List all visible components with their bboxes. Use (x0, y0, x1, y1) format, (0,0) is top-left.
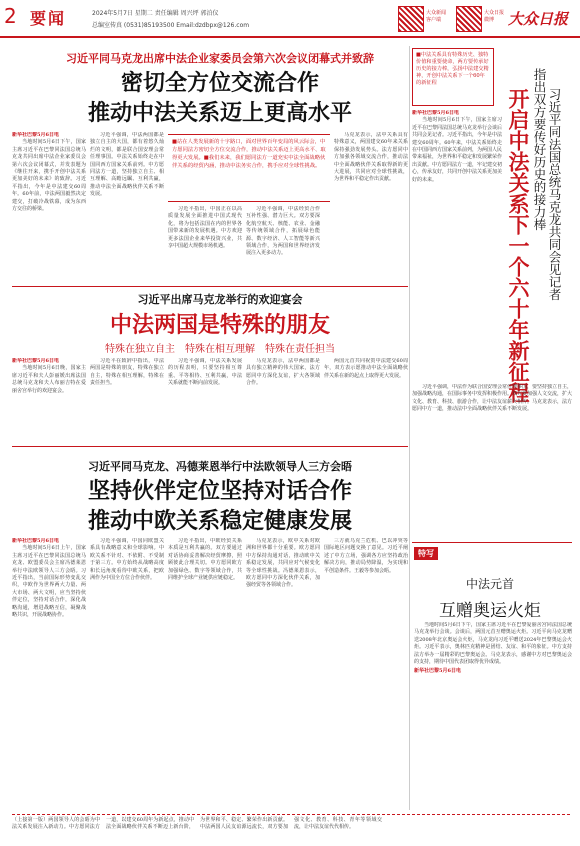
article-column (90, 358, 164, 432)
article-column (168, 206, 242, 282)
byline: 新华社巴黎5月6日电 (12, 538, 59, 544)
paragraph: 当地时间5月6日下午，国家主席习近平在巴黎同法国总统马克龙举行会谈后共同会见记者。习近平指出，今年是中法建交60周年。60年来，中法关系始终走在中国同西方国家关系前列，为两国人民带来福祉，为世界和平稳定和发展繁荣作出贡献。中方愿同法方一道，牢记建交初心，传承友好，共同开创中法关系更加美好的未来。 (412, 117, 502, 183)
paragraph: 马克龙表示，欧中关系对欧洲和世界都十分重要。欧方愿同中方保持沟通对话，推动欧中关系稳定发展，共同应对气候变化等全球性挑战。冯德莱恩表示，欧方愿同中方深化伙伴关系，加强经贸等各领域合作。 (246, 538, 320, 589)
article-column (12, 132, 86, 282)
article-kicker: 习近平同法国总统马克龙共同会见记者 (547, 88, 562, 301)
divider (412, 542, 572, 543)
article-kicker: 中法元首 (465, 577, 514, 591)
paragraph: 当地时间5月6日下午，国家主席习近平在巴黎爱丽舍宫同法国总统马克龙举行会谈。会谈后，两国元首互赠奥运火炬。习近平向马克龙赠送2008年北京奥运会火炬，马克龙向习近平赠送2024年巴黎奥运会火炬。习近平表示，奥林匹克精神是团结、友谊、和平的象征。中方支持法方举办一届精彩的巴黎奥运会。马克龙表示，感谢中方对巴黎奥运会的支持，期待中国代表团取得优异成绩。 (414, 622, 572, 666)
paragraph: 习近平强调，中国同欧盟关系具有战略意义和全球影响。中欧关系不针对、不依附、不受制于第三方。中方始终从战略高度和长远角度看待中欧关系，把欧洲作为中国全方位合作伙伴。 (90, 538, 164, 582)
article-column (246, 358, 320, 432)
article-headline: 推动中法关系迈上更高水平 (87, 101, 352, 126)
article-headline: 密切全方位交流合作 (120, 71, 319, 96)
paragraph: 马克龙表示，法中关系具有特殊意义，两国建交60年来关系保持强劲发展势头。法方愿同中方加强各领域交流合作，推动法中全面战略伙伴关系取得新的更大进展，共同应对全球性挑战，为世界和平稳定作出贡献。 (334, 132, 408, 183)
byline: 新华社巴黎5月6日电 (414, 668, 461, 675)
qr-label: 大众日报微博 (484, 10, 505, 23)
paragraph: 习近平在致辞中指出，中法两国是特殊的朋友，特殊在独立自主，特殊在相互理解，特殊在责任担当。 (90, 358, 164, 387)
article-headline: 推动中欧关系稳定健康发展 (87, 509, 352, 534)
article-subkicker: 指出双方要传好历史的接力棒 (532, 68, 547, 231)
paragraph: 三方就乌克兰危机、巴以冲突等国际地区问题交换了意见。习近平阐述了中方立场，强调各方应坚持政治解决方向，推动局势降温，为实现和平创造条件。王毅等参加会晤。 (324, 538, 408, 574)
article-subtitle: 特殊在独立自主 特殊在相互理解 特殊在责任担当 (105, 344, 335, 355)
article-column (324, 358, 408, 432)
feature-badge: 特写 (414, 547, 438, 560)
article-column (12, 538, 86, 810)
paragraph: （上接第一版）两国领导人的会晤为中法关系发展注入新动力。中方愿同法方一道，以建交60周年为新起点，推动中法全面战略伙伴关系不断迈上新台阶，为世界和平、稳定、繁荣作出新贡献。中法两国人民友谊源远流长，双方要加强文化、教育、科技、青年等领域交流，让中法友谊代代相传。 (12, 817, 382, 831)
paragraph: 当地时间5月6日晚，国家主席习近平和夫人彭丽媛出席法国总统马克龙和夫人布丽吉特在爱丽舍宫举行的欢迎宴会。 (12, 365, 86, 394)
newspaper-logo: 大众日报 (508, 10, 569, 28)
article-kicker: 习近平同马克龙、冯德莱恩举行中法欧领导人三方会晤 (88, 460, 352, 473)
qr-code-icon[interactable] (456, 6, 482, 32)
qr-label: 大众新闻客户端 (426, 10, 447, 23)
paragraph: 习近平强调，中法两国都是独立自主的大国，都有着悠久灿烂的文明，都是联合国安理会常任理事国。中法关系始终走在中国同西方国家关系前列。中方愿同法方一道，坚持独立自主、相互理解、高瞻远瞩、互利共赢，推动中法全面战略伙伴关系不断发展。 (90, 132, 164, 198)
divider (12, 446, 408, 447)
qr-code-icon[interactable] (398, 6, 424, 32)
paragraph: 习近平强调，中法作为联合国安理会常任理事国，要坚持独立自主，加强战略沟通，在国际事务中发挥积极作用。双方要加强人文交流，扩大文化、教育、科技、旅游合作，让中法友谊薪火相传。马克龙表示，法方愿同中方一道，推动法中全面战略伙伴关系不断发展。 (412, 384, 572, 413)
byline: 新华社巴黎5月6日电 (412, 110, 459, 116)
paragraph: 两国元首共同祝贺中法建交60周年，双方表示愿推动中法全面战略伙伴关系在新的起点上取得更大发展。 (324, 358, 408, 379)
article-column (334, 132, 408, 282)
contact-meta: 总编室传真 (0531)85193500 Email:dzdbpx@126.com (92, 22, 250, 29)
section-name: 要闻 (30, 9, 67, 28)
article-column (246, 206, 320, 282)
edition-meta: 2024年5月7日 星期二 责任编辑 周兴坪 郭泊仪 (92, 10, 219, 17)
column-divider (409, 46, 410, 810)
divider (12, 286, 408, 287)
article-column (246, 538, 320, 810)
article-kicker: 习近平同马克龙出席中法企业家委员会第六次会议闭幕式并致辞 (66, 52, 374, 65)
page-number: 2 (4, 4, 17, 28)
paragraph: 当地时间5月6日上午，国家主席习近平在巴黎同法国总统马克龙、欧盟委员会主席冯德莱恩举行中法欧领导人三方会晤。习近平指出，当前国际形势变乱交织，中欧作为世界两大力量、两大市场、两大文明，应当坚持伙伴定位，坚持对话合作，深化战略沟通，增进战略互信，凝聚战略共识，开展战略协作。 (12, 545, 86, 619)
paragraph: 马克龙表示，法中两国都是具有独立精神的伟大国家，法方愿同中方深化友谊，扩大各领域合作。 (246, 358, 320, 387)
summary-box: ■中法关系具有特殊历史、独特价值和重要使命，两方要传承好历史的接力棒，弘扬中法建交精神，开创中法关系下一个60年的新征程 (412, 48, 494, 106)
paragraph: 当地时间5月6日下午，国家主席习近平在巴黎同法国总统马克龙共同出席中法企业家委员会第六次会议闭幕式，并发表题为《继往开来，携手开创中法关系更加美好的未来》的致辞。习近平指出，今年是中法建交60周年。60年前，中法两国毅然决定建交，打破冷战铁幕，成为东西方交往的桥梁。 (12, 139, 86, 213)
paragraph: 习近平强调，中法关系发展的历程表明，只要坚持相互尊重、平等相待、互利共赢，中法关系就能不断向前发展。 (168, 358, 242, 387)
article-column (90, 538, 164, 810)
article-headline: 互赠奥运火炬 (439, 601, 541, 621)
article-column (90, 132, 164, 282)
article-headline: 中法两国是特殊的朋友 (109, 313, 330, 338)
paragraph: 习近平指出，中欧经贸关系本质是互利共赢的。双方要通过对话协商妥善解决经贸摩擦，照顾彼此合理关切。中方愿同欧方加强绿色、数字等领域合作，共同维护全球产业链供应链稳定。 (168, 538, 242, 582)
article-column (414, 622, 572, 808)
article-headline: 坚持伙伴定位坚持对话合作 (87, 479, 352, 504)
article-column (12, 358, 86, 432)
byline: 新华社巴黎5月6日电 (12, 358, 59, 364)
article-column (324, 538, 408, 810)
article-kicker: 习近平出席马克龙举行的欢迎宴会 (137, 293, 303, 306)
article-column (168, 538, 242, 810)
article-column (412, 384, 572, 534)
article-column (412, 110, 502, 380)
article-headline: 开启中法关系下一个六十年新征程 (506, 88, 530, 403)
paragraph: 习近平强调，中法经贸合作互补性强、潜力巨大。双方要深化航空航天、核能、农业、金融等传统领域合作，拓展绿色能源、数字经济、人工智能等新兴领域合作，为两国和世界经济发展注入更多动力。 (246, 206, 320, 257)
paragraph: 习近平指出，中国正在以高质量发展全面推进中国式现代化，将为包括法国在内的世界各国带来新的发展机遇。中方欢迎更多法国企业来华投资兴业，共享中国超大规模市场机遇。 (168, 206, 242, 250)
byline: 新华社巴黎5月6日电 (12, 132, 59, 138)
bottom-commentary (12, 814, 570, 844)
article-column (168, 358, 242, 432)
pull-quote: ■站在人类发展新的十字路口，面对世界百年变局的风云际会，中方愿同法方密切全方位交流合作，推动中法关系迈上更高水平、取得更大发展。■我们未来，我们愿同法方一道充实中法全面战略伙伴关系的经贸内涵，推动中法务实合作，携手应对全球性挑战。 (168, 134, 330, 202)
